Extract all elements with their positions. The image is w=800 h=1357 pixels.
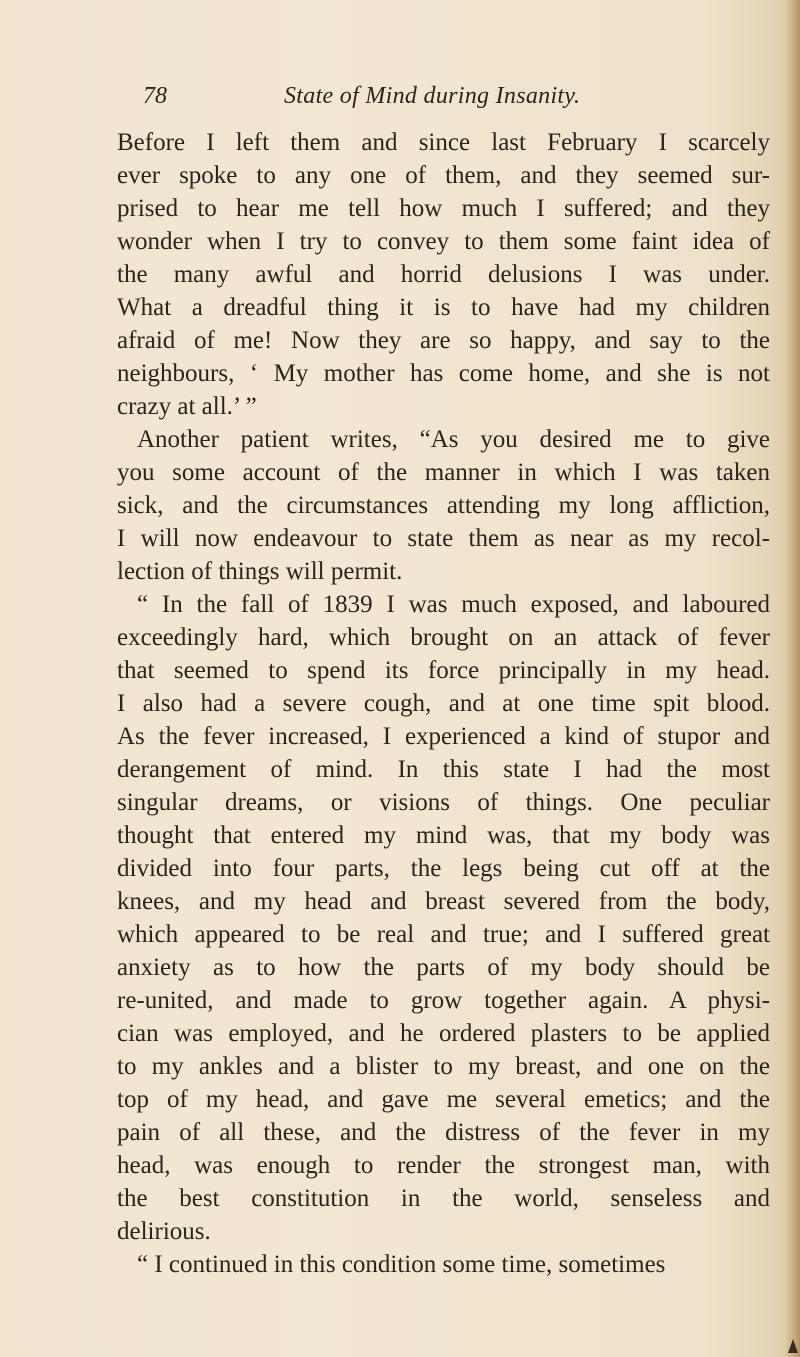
text-line: lection of things will permit.: [117, 558, 403, 585]
text-line: ever spoke to any one of them, and they seemed sur-: [117, 162, 770, 189]
page-number: 78: [143, 83, 167, 109]
text-line: derangement of mind. In this state I had the most: [117, 756, 770, 783]
text-line: As the fever increased, I experienced a kind of stupor and: [117, 723, 770, 750]
text-line: top of my head, and gave me several emetics; and the: [117, 1086, 770, 1113]
text-line: afraid of me! Now they are so happy, and say to the: [117, 327, 770, 354]
text-line: “ I continued in this condition some time, sometimes: [137, 1251, 666, 1278]
page-edge: [786, 0, 800, 1357]
text-line: What a dreadful thing it is to have had my children: [117, 294, 770, 321]
text-line: exceedingly hard, which brought on an attack of fever: [117, 624, 770, 651]
text-line: which appeared to be real and true; and I suffered great: [117, 921, 770, 948]
text-line: anxiety as to how the parts of my body should be: [117, 954, 770, 981]
text-line: you some account of the manner in which I was taken: [117, 459, 770, 486]
text-line: “ In the fall of 1839 I was much exposed, and laboured: [137, 591, 770, 618]
text-line: pain of all these, and the distress of the fever in my: [117, 1119, 770, 1146]
text-line: crazy at all.’ ”: [117, 393, 257, 420]
text-line: Before I left them and since last February I scarcely: [117, 129, 770, 156]
text-line: Another patient writes, “As you desired me to give: [137, 426, 770, 453]
text-line: prised to hear me tell how much I suffered; and they: [117, 195, 770, 222]
text-line: divided into four parts, the legs being cut off at the: [117, 855, 770, 882]
text-line: I also had a severe cough, and at one time spit blood.: [117, 690, 770, 717]
corner-mark-icon: [788, 1339, 798, 1353]
running-head: State of Mind during Insanity.: [284, 83, 581, 109]
body-text: [117, 126, 770, 1281]
text-line: re-united, and made to grow together again. A physi-: [117, 987, 770, 1014]
text-line: to my ankles and a blister to my breast, and one on the: [117, 1053, 770, 1080]
text-line: neighbours, ‘ My mother has come home, and she is not: [117, 360, 770, 387]
text-line: head, was enough to render the strongest man, with: [117, 1152, 770, 1179]
text-line: the many awful and horrid delusions I was under.: [117, 261, 770, 288]
text-line: that seemed to spend its force principally in my head.: [117, 657, 770, 684]
text-line: delirious.: [117, 1218, 211, 1245]
text-line: wonder when I try to convey to them some faint idea of: [117, 228, 770, 255]
text-line: singular dreams, or visions of things. One peculiar: [117, 789, 770, 816]
text-line: thought that entered my mind was, that my body was: [117, 822, 770, 849]
text-line: cian was employed, and he ordered plasters to be applied: [117, 1020, 770, 1047]
text-line: I will now endeavour to state them as near as my recol-: [117, 525, 770, 552]
text-line: the best constitution in the world, senseless and: [117, 1185, 770, 1212]
page-header: [143, 80, 763, 116]
text-line: sick, and the circumstances attending my long affliction,: [117, 492, 770, 519]
text-line: knees, and my head and breast severed from the body,: [117, 888, 770, 915]
